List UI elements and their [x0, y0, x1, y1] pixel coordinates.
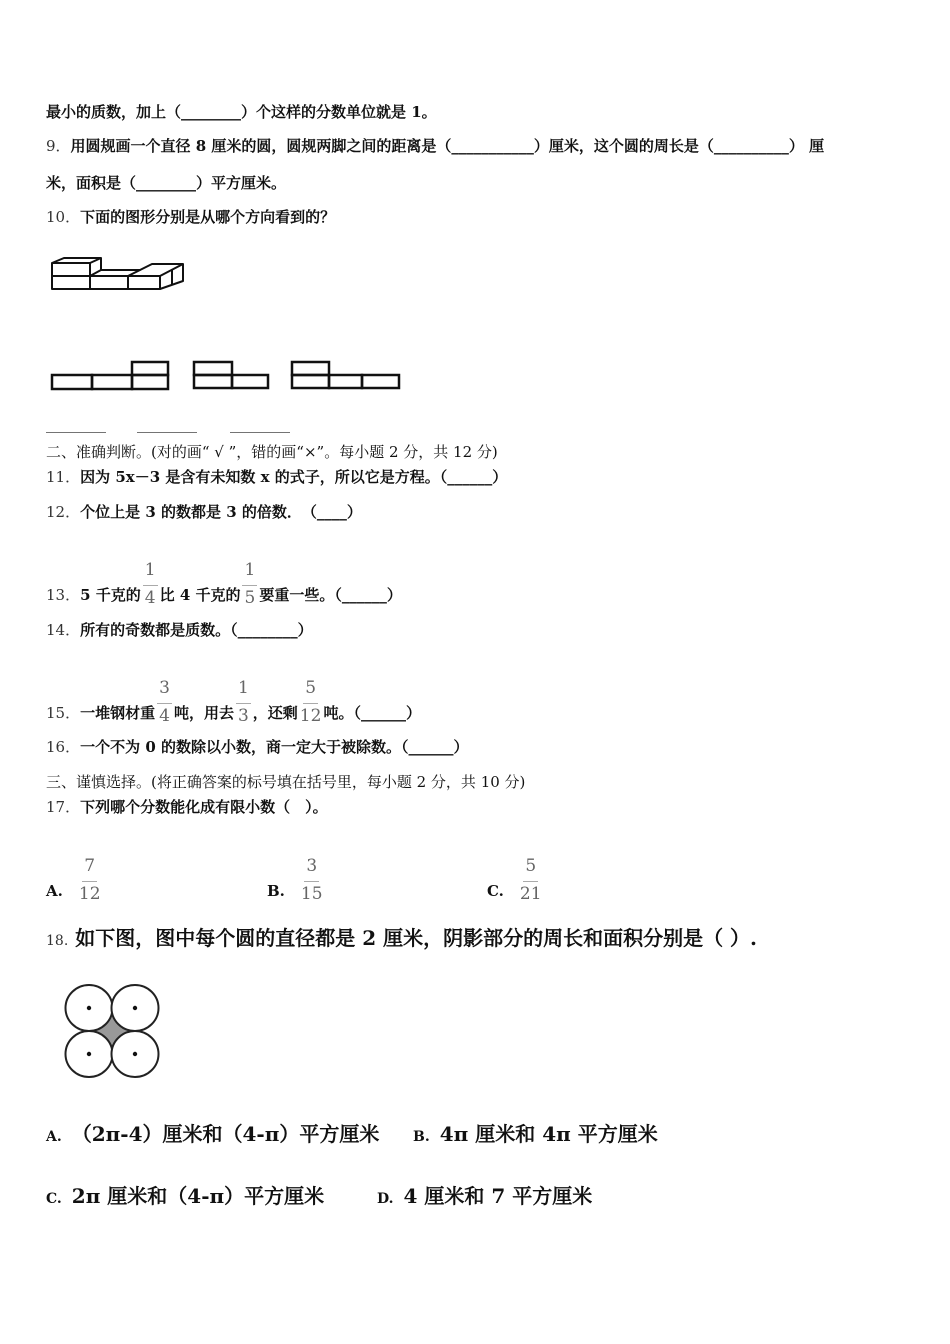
denominator: 21	[519, 884, 542, 904]
option-text: 2π 厘米和（4-π）平方厘米	[71, 1184, 325, 1208]
option-text: 4π 厘米和 4π 平方厘米	[439, 1122, 658, 1146]
denominator: 4	[144, 588, 156, 608]
option-text: （2π-4）厘米和（4-π）平方厘米	[71, 1122, 380, 1146]
numerator: 1	[236, 679, 251, 704]
denominator: 15	[300, 884, 323, 904]
numerator: 5	[303, 679, 318, 704]
question-number: 14．	[46, 621, 81, 639]
answer-blank-3[interactable]: ________	[230, 415, 290, 433]
fraction	[143, 561, 158, 608]
question-number: 11．	[46, 468, 81, 486]
question-12	[46, 502, 362, 522]
q18-option-d[interactable]	[377, 1183, 592, 1212]
fraction	[242, 561, 257, 608]
option-b[interactable]	[267, 857, 325, 904]
option-label: A.	[46, 882, 63, 900]
q18-option-a[interactable]	[46, 1121, 379, 1150]
question-number: 12．	[46, 503, 81, 521]
q18-option-b[interactable]	[413, 1121, 658, 1150]
fraction	[79, 857, 101, 904]
answer-blank-2[interactable]: ________	[137, 415, 197, 433]
numerator: 1	[242, 561, 257, 586]
question-15	[46, 679, 421, 726]
question-number: 18.	[46, 933, 69, 949]
question-9	[46, 136, 824, 156]
question-text: 下面的图形分别是从哪个方向看到的？	[80, 208, 336, 226]
fraction	[157, 679, 172, 726]
numerator: 3	[304, 857, 319, 882]
denominator: 12	[78, 884, 101, 904]
question-14	[46, 620, 313, 640]
question-8-continuation: 最小的质数，加上（________）个这样的分数单位就是 1。	[46, 103, 437, 121]
question-text: 所有的奇数都是质数。（________）	[80, 621, 313, 639]
question-text: 比 4 千克的	[159, 586, 241, 604]
fraction	[236, 679, 251, 726]
question-11	[46, 467, 507, 487]
option-label: B.	[413, 1129, 430, 1145]
section-2-heading: 二、准确判断。(对的画“ √ ”，错的画“×”。每小题 2 分，共 12 分)	[46, 443, 498, 461]
question-text: 因为 5x－3 是含有未知数 x 的式子，所以它是方程。（______）	[80, 468, 508, 486]
option-label: B.	[267, 882, 285, 900]
question-10	[46, 207, 335, 227]
numerator: 1	[143, 561, 158, 586]
question-13	[46, 561, 402, 608]
question-number: 13．	[46, 586, 81, 604]
option-c[interactable]	[487, 857, 544, 904]
question-text: 下列哪个分数能化成有限小数（ ）。	[80, 798, 328, 816]
question-number: 10．	[46, 208, 81, 226]
denominator: 5	[244, 588, 256, 608]
question-text: 用圆规画一个直径 8 厘米的圆，圆规两脚之间的距离是（___________）厘米，这个圆的周长是（__________） 厘	[70, 137, 825, 155]
question-text: ，还剩	[252, 704, 298, 722]
question-text: 吨，用去	[173, 704, 234, 722]
option-label: C.	[46, 1191, 62, 1207]
denominator: 4	[159, 706, 170, 726]
question-18	[46, 925, 757, 954]
denominator: 12	[299, 706, 322, 726]
question-17	[46, 797, 328, 817]
four-circles-figure	[0, 0, 1, 1]
section-3-heading: 三、谨慎选择。(将正确答案的标号填在括号里，每小题 2 分，共 10 分)	[46, 773, 526, 791]
denominator: 3	[237, 706, 249, 726]
question-number: 17．	[46, 798, 81, 816]
question-text: 5 千克的	[80, 586, 141, 604]
question-number: 9．	[46, 137, 71, 155]
question-text: 如下图，图中每个圆的直径都是 2 厘米，阴影部分的周长和面积分别是（ ）.	[75, 926, 758, 950]
q18-option-c[interactable]	[46, 1183, 324, 1212]
question-text: 一个不为 0 的数除以小数，商一定大于被除数。（______）	[80, 738, 469, 756]
fraction	[301, 857, 323, 904]
option-a[interactable]	[46, 857, 103, 904]
question-number: 15．	[46, 704, 81, 722]
option-text: 4 厘米和 7 平方厘米	[403, 1184, 593, 1208]
fraction	[300, 679, 322, 726]
question-text: 个位上是 3 的数都是 3 的倍数． （____）	[80, 503, 362, 521]
option-label: A.	[46, 1129, 62, 1145]
answer-blank-1[interactable]: ________	[46, 415, 106, 433]
numerator: 3	[157, 679, 172, 704]
numerator: 5	[523, 857, 538, 882]
question-9-continuation: 米，面积是（________）平方厘米。	[46, 174, 287, 192]
fraction	[520, 857, 542, 904]
option-label: C.	[487, 882, 504, 900]
question-text: 要重一些。（______）	[259, 586, 402, 604]
question-text: 一堆钢材重	[80, 704, 156, 722]
question-16	[46, 737, 468, 757]
question-number: 16．	[46, 738, 81, 756]
option-label: D.	[377, 1191, 394, 1207]
numerator: 7	[82, 857, 97, 882]
question-text: 吨。（______）	[323, 704, 421, 722]
